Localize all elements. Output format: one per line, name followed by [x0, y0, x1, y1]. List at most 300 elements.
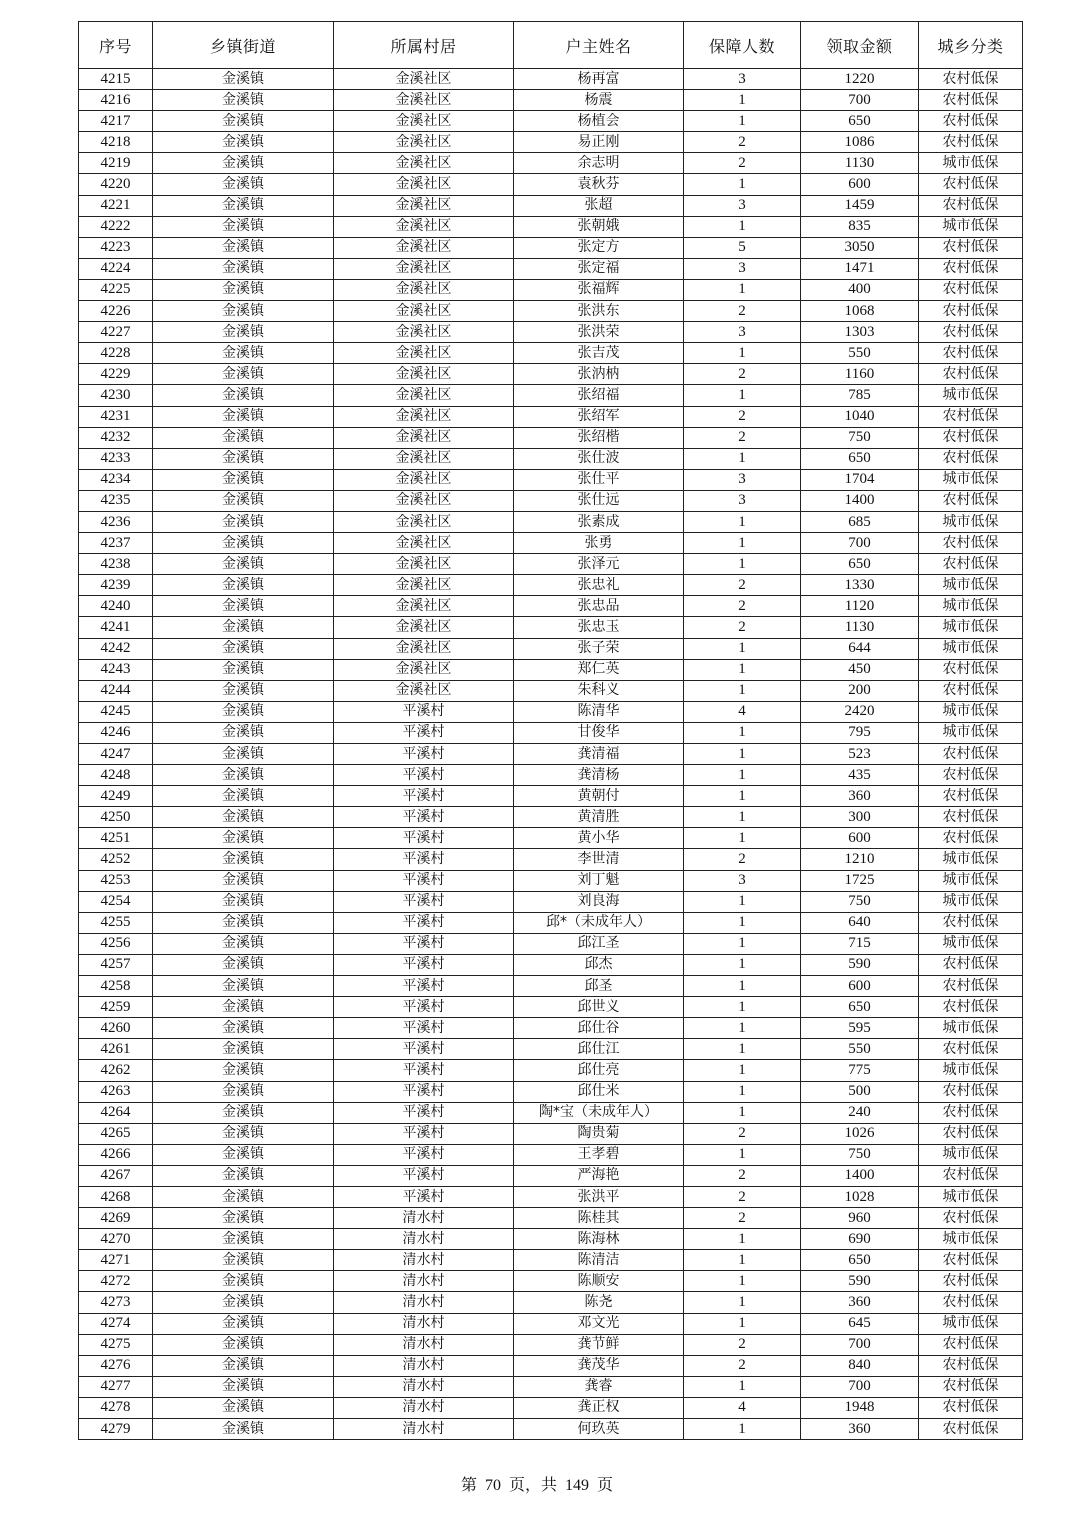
cell-village: 平溪村 [334, 1039, 514, 1060]
column-header-householder: 户主姓名 [514, 22, 684, 69]
cell-township: 金溪镇 [153, 1334, 334, 1355]
footer-current-page: 70 [484, 1477, 501, 1494]
subsistence-allowance-table [78, 21, 1023, 1440]
cell-householder: 严海艳 [514, 1165, 684, 1186]
table-row [79, 343, 1023, 364]
cell-village: 金溪社区 [334, 153, 514, 174]
table-row [79, 90, 1023, 111]
cell-village: 平溪村 [334, 891, 514, 912]
cell-householder: 易正刚 [514, 132, 684, 153]
table-row [79, 596, 1023, 617]
cell-category: 城市低保 [919, 638, 1023, 659]
cell-householder: 邱世义 [514, 997, 684, 1018]
table-row [79, 406, 1023, 427]
cell-index: 4245 [79, 701, 153, 722]
table-row [79, 1060, 1023, 1081]
cell-householder: 郑仁英 [514, 659, 684, 680]
cell-index: 4238 [79, 554, 153, 575]
cell-township: 金溪镇 [153, 69, 334, 90]
table-row [79, 1123, 1023, 1144]
cell-amount: 1704 [801, 469, 919, 490]
footer-middle: 页，共 [508, 1477, 557, 1494]
cell-householder: 邓文光 [514, 1313, 684, 1334]
cell-township: 金溪镇 [153, 1208, 334, 1229]
cell-amount: 715 [801, 933, 919, 954]
cell-category: 农村低保 [919, 912, 1023, 933]
cell-township: 金溪镇 [153, 680, 334, 701]
cell-township: 金溪镇 [153, 1271, 334, 1292]
cell-category: 农村低保 [919, 279, 1023, 300]
cell-amount: 640 [801, 912, 919, 933]
cell-village: 清水村 [334, 1271, 514, 1292]
cell-householder: 张超 [514, 195, 684, 216]
column-header-amount: 领取金额 [801, 22, 919, 69]
cell-category: 农村低保 [919, 1397, 1023, 1418]
cell-amount: 1120 [801, 596, 919, 617]
cell-township: 金溪镇 [153, 765, 334, 786]
cell-township: 金溪镇 [153, 1229, 334, 1250]
cell-village: 金溪社区 [334, 132, 514, 153]
table-row [79, 701, 1023, 722]
cell-township: 金溪镇 [153, 469, 334, 490]
cell-village: 金溪社区 [334, 364, 514, 385]
cell-index: 4247 [79, 744, 153, 765]
table-row [79, 954, 1023, 975]
cell-village: 金溪社区 [334, 258, 514, 279]
cell-township: 金溪镇 [153, 976, 334, 997]
cell-covered-persons: 1 [684, 765, 801, 786]
cell-village: 平溪村 [334, 722, 514, 743]
cell-township: 金溪镇 [153, 1250, 334, 1271]
cell-householder: 张绍楷 [514, 427, 684, 448]
cell-covered-persons: 1 [684, 638, 801, 659]
table-row [79, 933, 1023, 954]
cell-amount: 600 [801, 174, 919, 195]
page-footer [0, 1472, 1074, 1495]
table-row [79, 1334, 1023, 1355]
table-row [79, 1271, 1023, 1292]
cell-covered-persons: 1 [684, 554, 801, 575]
table-row [79, 216, 1023, 237]
cell-index: 4241 [79, 617, 153, 638]
cell-village: 清水村 [334, 1208, 514, 1229]
cell-village: 平溪村 [334, 1060, 514, 1081]
cell-township: 金溪镇 [153, 596, 334, 617]
table-row [79, 237, 1023, 258]
footer-prefix: 第 [460, 1477, 477, 1494]
column-header-index: 序号 [79, 22, 153, 69]
cell-village: 金溪社区 [334, 406, 514, 427]
cell-index: 4257 [79, 954, 153, 975]
cell-amount: 400 [801, 279, 919, 300]
cell-householder: 杨再富 [514, 69, 684, 90]
cell-amount: 1459 [801, 195, 919, 216]
cell-category: 农村低保 [919, 237, 1023, 258]
cell-village: 清水村 [334, 1397, 514, 1418]
cell-index: 4229 [79, 364, 153, 385]
cell-township: 金溪镇 [153, 279, 334, 300]
cell-village: 清水村 [334, 1250, 514, 1271]
cell-category: 城市低保 [919, 722, 1023, 743]
cell-covered-persons: 2 [684, 617, 801, 638]
table-row [79, 807, 1023, 828]
cell-category: 农村低保 [919, 132, 1023, 153]
cell-category: 城市低保 [919, 870, 1023, 891]
table-row [79, 680, 1023, 701]
table-row [79, 1165, 1023, 1186]
cell-amount: 750 [801, 1144, 919, 1165]
cell-amount: 700 [801, 533, 919, 554]
cell-householder: 邱仕江 [514, 1039, 684, 1060]
cell-category: 农村低保 [919, 1292, 1023, 1313]
cell-township: 金溪镇 [153, 258, 334, 279]
cell-category: 农村低保 [919, 195, 1023, 216]
cell-township: 金溪镇 [153, 132, 334, 153]
table-row [79, 638, 1023, 659]
table-row [79, 1355, 1023, 1376]
cell-index: 4264 [79, 1102, 153, 1123]
table-row [79, 744, 1023, 765]
cell-category: 农村低保 [919, 1039, 1023, 1060]
cell-householder: 龚茂华 [514, 1355, 684, 1376]
cell-householder: 邱仕亮 [514, 1060, 684, 1081]
cell-category: 农村低保 [919, 554, 1023, 575]
cell-amount: 590 [801, 954, 919, 975]
table-row [79, 1313, 1023, 1334]
cell-village: 清水村 [334, 1229, 514, 1250]
cell-category: 农村低保 [919, 1271, 1023, 1292]
table-row [79, 870, 1023, 891]
table-row [79, 1208, 1023, 1229]
cell-amount: 775 [801, 1060, 919, 1081]
cell-village: 金溪社区 [334, 322, 514, 343]
cell-covered-persons: 4 [684, 701, 801, 722]
cell-township: 金溪镇 [153, 1123, 334, 1144]
cell-village: 清水村 [334, 1334, 514, 1355]
cell-amount: 240 [801, 1102, 919, 1123]
cell-township: 金溪镇 [153, 301, 334, 322]
cell-village: 平溪村 [334, 765, 514, 786]
cell-householder: 张汭枘 [514, 364, 684, 385]
cell-covered-persons: 1 [684, 680, 801, 701]
cell-category: 城市低保 [919, 701, 1023, 722]
cell-amount: 650 [801, 1250, 919, 1271]
cell-township: 金溪镇 [153, 954, 334, 975]
cell-amount: 1026 [801, 1123, 919, 1144]
table-row [79, 490, 1023, 511]
cell-township: 金溪镇 [153, 1376, 334, 1397]
cell-category: 城市低保 [919, 385, 1023, 406]
cell-amount: 1130 [801, 153, 919, 174]
cell-covered-persons: 2 [684, 301, 801, 322]
cell-index: 4220 [79, 174, 153, 195]
cell-householder: 袁秋芬 [514, 174, 684, 195]
cell-householder: 黄朝付 [514, 786, 684, 807]
cell-village: 清水村 [334, 1419, 514, 1440]
table-row [79, 448, 1023, 469]
cell-index: 4252 [79, 849, 153, 870]
cell-amount: 550 [801, 1039, 919, 1060]
cell-category: 农村低保 [919, 1165, 1023, 1186]
cell-index: 4268 [79, 1186, 153, 1207]
cell-township: 金溪镇 [153, 807, 334, 828]
cell-village: 金溪社区 [334, 111, 514, 132]
cell-amount: 700 [801, 90, 919, 111]
table-row [79, 765, 1023, 786]
cell-amount: 200 [801, 680, 919, 701]
cell-index: 4275 [79, 1334, 153, 1355]
cell-householder: 张泽元 [514, 554, 684, 575]
cell-village: 清水村 [334, 1355, 514, 1376]
cell-householder: 张忠玉 [514, 617, 684, 638]
cell-householder: 张洪荣 [514, 322, 684, 343]
cell-covered-persons: 1 [684, 997, 801, 1018]
cell-index: 4224 [79, 258, 153, 279]
cell-township: 金溪镇 [153, 511, 334, 532]
cell-householder: 黄清胜 [514, 807, 684, 828]
cell-village: 平溪村 [334, 912, 514, 933]
footer-suffix: 页 [597, 1477, 614, 1494]
column-header-category: 城乡分类 [919, 22, 1023, 69]
cell-householder: 邱*（未成年人） [514, 912, 684, 933]
cell-amount: 1086 [801, 132, 919, 153]
table-row [79, 427, 1023, 448]
cell-householder: 陈桂其 [514, 1208, 684, 1229]
cell-householder: 杨震 [514, 90, 684, 111]
cell-category: 农村低保 [919, 1334, 1023, 1355]
cell-category: 城市低保 [919, 575, 1023, 596]
cell-category: 城市低保 [919, 1186, 1023, 1207]
cell-amount: 1330 [801, 575, 919, 596]
cell-township: 金溪镇 [153, 701, 334, 722]
table-row [79, 301, 1023, 322]
cell-village: 清水村 [334, 1376, 514, 1397]
cell-category: 农村低保 [919, 828, 1023, 849]
table-row [79, 385, 1023, 406]
cell-index: 4217 [79, 111, 153, 132]
cell-index: 4259 [79, 997, 153, 1018]
cell-covered-persons: 1 [684, 1144, 801, 1165]
cell-village: 清水村 [334, 1313, 514, 1334]
cell-index: 4239 [79, 575, 153, 596]
cell-index: 4270 [79, 1229, 153, 1250]
cell-householder: 张定方 [514, 237, 684, 258]
cell-index: 4265 [79, 1123, 153, 1144]
cell-index: 4277 [79, 1376, 153, 1397]
cell-amount: 1028 [801, 1186, 919, 1207]
cell-index: 4279 [79, 1419, 153, 1440]
cell-amount: 1130 [801, 617, 919, 638]
cell-index: 4256 [79, 933, 153, 954]
table-row [79, 1419, 1023, 1440]
cell-index: 4274 [79, 1313, 153, 1334]
cell-index: 4227 [79, 322, 153, 343]
cell-index: 4255 [79, 912, 153, 933]
table-row [79, 828, 1023, 849]
cell-householder: 张忠礼 [514, 575, 684, 596]
cell-village: 平溪村 [334, 849, 514, 870]
cell-covered-persons: 1 [684, 1376, 801, 1397]
cell-amount: 1471 [801, 258, 919, 279]
table-row [79, 1144, 1023, 1165]
cell-amount: 600 [801, 828, 919, 849]
cell-index: 4222 [79, 216, 153, 237]
cell-index: 4278 [79, 1397, 153, 1418]
cell-category: 城市低保 [919, 1313, 1023, 1334]
cell-householder: 张定福 [514, 258, 684, 279]
cell-covered-persons: 1 [684, 954, 801, 975]
cell-householder: 杨植会 [514, 111, 684, 132]
cell-category: 城市低保 [919, 596, 1023, 617]
cell-covered-persons: 3 [684, 870, 801, 891]
table-row [79, 1250, 1023, 1271]
cell-village: 金溪社区 [334, 575, 514, 596]
table-row [79, 1186, 1023, 1207]
cell-village: 金溪社区 [334, 343, 514, 364]
cell-amount: 360 [801, 1292, 919, 1313]
footer-total-pages: 149 [565, 1477, 589, 1494]
cell-amount: 500 [801, 1081, 919, 1102]
cell-township: 金溪镇 [153, 1018, 334, 1039]
table-row [79, 891, 1023, 912]
cell-township: 金溪镇 [153, 111, 334, 132]
cell-village: 平溪村 [334, 1186, 514, 1207]
table-row [79, 722, 1023, 743]
table-row [79, 1081, 1023, 1102]
cell-index: 4273 [79, 1292, 153, 1313]
cell-householder: 张仕波 [514, 448, 684, 469]
table-body [79, 69, 1023, 1440]
cell-amount: 650 [801, 111, 919, 132]
cell-householder: 张洪平 [514, 1186, 684, 1207]
table-row [79, 1397, 1023, 1418]
cell-township: 金溪镇 [153, 1144, 334, 1165]
cell-village: 平溪村 [334, 786, 514, 807]
cell-amount: 523 [801, 744, 919, 765]
cell-category: 农村低保 [919, 976, 1023, 997]
cell-category: 农村低保 [919, 322, 1023, 343]
cell-township: 金溪镇 [153, 448, 334, 469]
cell-township: 金溪镇 [153, 364, 334, 385]
cell-township: 金溪镇 [153, 722, 334, 743]
cell-category: 农村低保 [919, 680, 1023, 701]
cell-township: 金溪镇 [153, 744, 334, 765]
cell-township: 金溪镇 [153, 1313, 334, 1334]
cell-householder: 龚睿 [514, 1376, 684, 1397]
cell-index: 4266 [79, 1144, 153, 1165]
cell-village: 金溪社区 [334, 638, 514, 659]
cell-covered-persons: 1 [684, 786, 801, 807]
table-row [79, 554, 1023, 575]
cell-category: 农村低保 [919, 1208, 1023, 1229]
cell-village: 平溪村 [334, 1102, 514, 1123]
cell-township: 金溪镇 [153, 617, 334, 638]
cell-index: 4236 [79, 511, 153, 532]
cell-covered-persons: 1 [684, 1039, 801, 1060]
cell-amount: 700 [801, 1334, 919, 1355]
cell-village: 金溪社区 [334, 659, 514, 680]
cell-village: 金溪社区 [334, 195, 514, 216]
table-row [79, 364, 1023, 385]
cell-village: 金溪社区 [334, 490, 514, 511]
cell-covered-persons: 3 [684, 258, 801, 279]
table-row [79, 786, 1023, 807]
table-row [79, 659, 1023, 680]
cell-covered-persons: 1 [684, 1271, 801, 1292]
cell-township: 金溪镇 [153, 153, 334, 174]
cell-village: 平溪村 [334, 1081, 514, 1102]
cell-township: 金溪镇 [153, 933, 334, 954]
cell-amount: 300 [801, 807, 919, 828]
cell-covered-persons: 2 [684, 1165, 801, 1186]
cell-index: 4250 [79, 807, 153, 828]
cell-township: 金溪镇 [153, 554, 334, 575]
cell-category: 农村低保 [919, 765, 1023, 786]
cell-category: 农村低保 [919, 744, 1023, 765]
cell-amount: 1210 [801, 849, 919, 870]
cell-category: 农村低保 [919, 174, 1023, 195]
table-row [79, 1018, 1023, 1039]
cell-amount: 435 [801, 765, 919, 786]
cell-village: 平溪村 [334, 1165, 514, 1186]
table-row [79, 132, 1023, 153]
cell-amount: 360 [801, 786, 919, 807]
cell-householder: 张朝娥 [514, 216, 684, 237]
cell-covered-persons: 1 [684, 216, 801, 237]
cell-covered-persons: 2 [684, 1208, 801, 1229]
cell-amount: 795 [801, 722, 919, 743]
cell-category: 城市低保 [919, 153, 1023, 174]
table-row [79, 195, 1023, 216]
cell-covered-persons: 2 [684, 1186, 801, 1207]
cell-amount: 550 [801, 343, 919, 364]
cell-amount: 1400 [801, 490, 919, 511]
table-row [79, 1229, 1023, 1250]
cell-village: 平溪村 [334, 976, 514, 997]
cell-township: 金溪镇 [153, 216, 334, 237]
table-header [79, 22, 1023, 69]
table-row [79, 69, 1023, 90]
cell-householder: 黄小华 [514, 828, 684, 849]
cell-category: 农村低保 [919, 364, 1023, 385]
cell-amount: 840 [801, 1355, 919, 1376]
cell-village: 金溪社区 [334, 511, 514, 532]
cell-township: 金溪镇 [153, 997, 334, 1018]
table-row [79, 575, 1023, 596]
cell-index: 4240 [79, 596, 153, 617]
cell-village: 平溪村 [334, 1144, 514, 1165]
cell-category: 农村低保 [919, 427, 1023, 448]
cell-township: 金溪镇 [153, 912, 334, 933]
cell-covered-persons: 1 [684, 343, 801, 364]
cell-category: 城市低保 [919, 1060, 1023, 1081]
cell-category: 农村低保 [919, 1376, 1023, 1397]
cell-index: 4233 [79, 448, 153, 469]
cell-village: 平溪村 [334, 807, 514, 828]
cell-householder: 何玖英 [514, 1419, 684, 1440]
cell-amount: 1160 [801, 364, 919, 385]
cell-covered-persons: 1 [684, 976, 801, 997]
cell-index: 4248 [79, 765, 153, 786]
cell-householder: 王孝碧 [514, 1144, 684, 1165]
cell-index: 4276 [79, 1355, 153, 1376]
cell-township: 金溪镇 [153, 870, 334, 891]
cell-householder: 龚清福 [514, 744, 684, 765]
table-row [79, 322, 1023, 343]
cell-householder: 陶贵菊 [514, 1123, 684, 1144]
table-row [79, 111, 1023, 132]
cell-householder: 张绍福 [514, 385, 684, 406]
